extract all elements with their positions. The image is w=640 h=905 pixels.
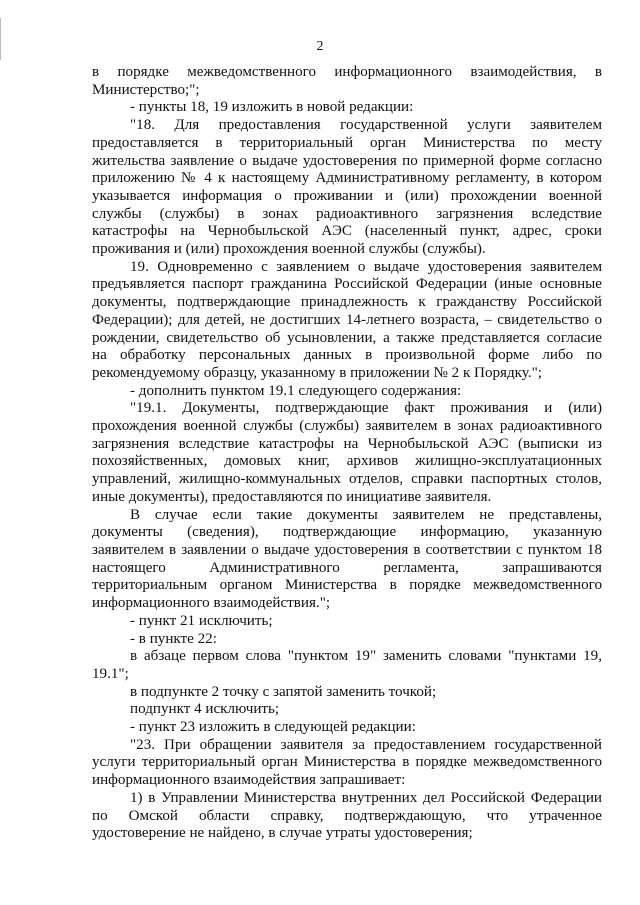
text-line: услуги территориальный орган Министерства в порядке межведомственного: [92, 754, 602, 771]
text-line: удостоверение не найдено, в случае утраты удостоверения;: [92, 825, 473, 842]
text-line: указывается информация о проживании и (или) прохождении военной: [92, 187, 602, 204]
text-line: 19.1";: [92, 665, 129, 682]
text-line: в порядке межведомственного информационного взаимодействия, в: [92, 64, 602, 80]
text-line: - в пункте 22:: [130, 630, 217, 647]
text-line: прохождения военной службы (службы) заявителем в зонах радиоактивного: [92, 418, 602, 435]
text-line: в подпункте 2 точку с запятой заменить точкой;: [130, 683, 437, 700]
text-line: рождении, свидетельство об усыновлении, а также представляется согласие: [92, 329, 602, 346]
text-line: заявителем в заявлении о выдаче удостоверения в соответствии с пунктом 18: [92, 541, 602, 558]
text-line: информационного взаимодействия.";: [92, 595, 331, 612]
text-line: - пункты 18, 19 изложить в новой редакции:: [130, 99, 414, 116]
text-line: - пункт 23 изложить в следующей редакции:: [130, 719, 416, 736]
text-line: информационного взаимодействия запрашивает:: [92, 772, 406, 789]
text-line: "23. При обращении заявителя за предоставлением государственной: [130, 736, 602, 753]
text-line: настоящего Административного регламента, запрашиваются: [92, 559, 602, 576]
text-line: по Омской области справку, подтверждающую, что утраченное: [92, 807, 602, 824]
text-line: управлений, жилищно-коммунальных отделов, справки паспортных столов,: [92, 471, 602, 488]
text-line: на обработку персональных данных в произвольной форме либо по: [92, 347, 602, 364]
text-line: - пункт 21 исключить;: [130, 612, 273, 629]
text-line: 19. Одновременно с заявлением о выдаче удостоверения заявителем: [130, 258, 602, 275]
text-line: "18. Для предоставления государственной услуги заявителем: [130, 117, 602, 134]
text-line: документы, подтверждающие принадлежность к гражданству Российской: [92, 294, 602, 311]
text-line: документы (сведения), подтверждающие информацию, указанную: [92, 524, 602, 541]
document-body: [92, 64, 602, 843]
text-line: "19.1. Документы, подтверждающие факт проживания и (или): [130, 400, 602, 417]
text-line: территориальным органом Министерства в порядке межведомственного: [92, 577, 602, 594]
text-line: приложению № 4 к настоящему Административному регламенту, в котором: [92, 170, 602, 187]
text-line: В случае если такие документы заявителем не представлены,: [130, 506, 602, 523]
text-line: подпункт 4 исключить;: [130, 701, 280, 718]
text-line: проживания и (или) прохождения военной службы (службы).: [92, 241, 486, 258]
text-line: в абзаце первом слова "пунктом 19" заменить словами "пунктами 19,: [130, 648, 602, 665]
text-line: иные документы), предоставляются по инициативе заявителя.: [92, 488, 492, 505]
text-line: загрязнения вследствие катастрофы на Чернобыльской АЭС (выписки из: [92, 435, 602, 452]
text-line: Федерации); для детей, не достигших 14-летнего возраста, – свидетельство о: [92, 311, 602, 328]
text-line: рекомендуемому образцу, указанному в приложении № 2 к Порядку.";: [92, 364, 542, 381]
text-line: предоставляется в территориальный орган Министерства по месту: [92, 134, 602, 151]
text-line: - дополнить пунктом 19.1 следующего содержания:: [130, 382, 462, 399]
text-line: жительства заявление о выдаче удостоверения по примерной форме согласно: [92, 152, 602, 169]
page-number: 2: [316, 39, 324, 54]
text-line: катастрофы на Чернобыльской АЭС (населенный пункт, адрес, сроки: [92, 223, 602, 240]
text-line: Министерство;";: [92, 81, 200, 98]
text-line: службы (службы) в зонах радиоактивного загрязнения вследствие: [92, 205, 602, 222]
text-line: 1) в Управлении Министерства внутренних дел Российской Федерации: [130, 789, 602, 806]
text-line: предъявляется паспорт гражданина Российской Федерации (иные основные: [92, 276, 602, 293]
text-line: похозяйственных, домовых книг, архивов жилищно-эксплуатационных: [92, 453, 602, 470]
